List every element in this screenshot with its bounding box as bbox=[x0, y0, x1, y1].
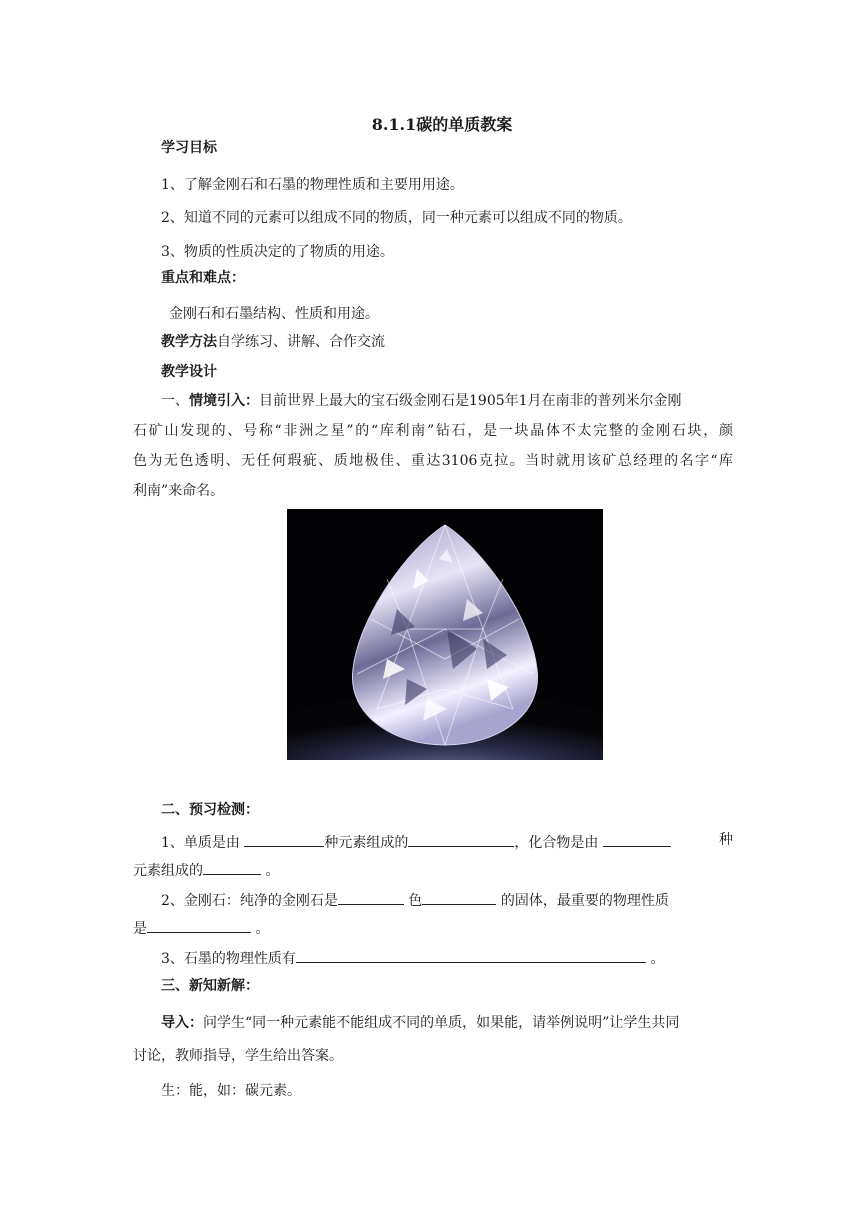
diamond-photo bbox=[287, 509, 603, 760]
design-heading: 教学设计 bbox=[161, 364, 217, 380]
preview-q3-text-2: 。 bbox=[650, 951, 665, 967]
preview-q2-blank-2[interactable] bbox=[422, 888, 496, 905]
intro-line-2: 石矿山发现的、号称“非洲之星”的“库利南”钻石，是一块晶体不太完整的金刚石块，颜 bbox=[133, 423, 733, 439]
preview-q2-blank-3[interactable] bbox=[147, 916, 251, 933]
page-title: 8.1.1碳的单质教案 bbox=[371, 115, 513, 134]
preview-q2-text-2: 色 bbox=[408, 893, 423, 909]
preview-q1-blank-3[interactable] bbox=[603, 830, 671, 847]
preview-q2-text-4: 是 bbox=[133, 921, 147, 937]
preview-heading: 二、预习检测： bbox=[161, 802, 259, 818]
teaching-method-label: 教学方法 bbox=[161, 334, 217, 350]
objectives-heading: 学习目标 bbox=[161, 140, 217, 156]
preview-q1-text-2: 种元素组成的 bbox=[324, 835, 409, 851]
preview-q2 bbox=[161, 888, 761, 911]
preview-q1-text-1: 1、单质是由 bbox=[161, 835, 240, 851]
preview-q1-blank-2[interactable] bbox=[408, 830, 514, 847]
preview-q1-text-4: 种 bbox=[719, 832, 733, 848]
preview-q1 bbox=[161, 830, 733, 853]
preview-q2-blank-1[interactable] bbox=[338, 888, 404, 905]
intro-line-1 bbox=[161, 391, 729, 411]
preview-q2-text-3: 的固体，最重要的物理性质 bbox=[500, 893, 669, 909]
lead-line-2: 讨论，教师指导，学生给出答案。 bbox=[133, 1048, 343, 1064]
intro-line-4: 利南”来命名。 bbox=[133, 483, 225, 499]
preview-q3-text-1: 3、石墨的物理性质有 bbox=[161, 951, 296, 967]
preview-q1-text-3: ，化合物是由 bbox=[514, 835, 599, 851]
key-points-text: 金刚石和石墨结构、性质和用途。 bbox=[169, 306, 379, 322]
objective-item-3: 3、物质的性质决定的了物质的用途。 bbox=[161, 244, 394, 260]
preview-q2-cont bbox=[133, 916, 733, 939]
lead-text-1: 问学生“同一种元素能不能组成不同的单质，如果能，请举例说明”让学生共同 bbox=[203, 1015, 680, 1031]
preview-q1-cont bbox=[133, 858, 733, 881]
intro-label: 情境引入： bbox=[189, 393, 259, 409]
teaching-method bbox=[161, 332, 761, 352]
intro-prefix: 一、 bbox=[161, 393, 189, 409]
objective-item-1: 1、了解金刚石和石墨的物理性质和主要用用途。 bbox=[161, 177, 464, 193]
intro-text-1: 目前世界上最大的宝石级金刚石是1905年1月在南非的普列米尔金刚 bbox=[259, 393, 682, 409]
preview-q1-blank-4[interactable] bbox=[203, 858, 261, 875]
teaching-method-text: 自学练习、讲解、合作交流 bbox=[217, 334, 385, 350]
intro-line-3: 色为无色透明、无任何瑕疵、质地极佳、重达3106克拉。当时就用该矿总经理的名字“库 bbox=[133, 453, 733, 469]
key-points-heading: 重点和难点： bbox=[161, 270, 245, 286]
preview-q3-blank-1[interactable] bbox=[296, 946, 646, 963]
preview-q1-text-6: 。 bbox=[265, 863, 280, 879]
objective-item-2: 2、知道不同的元素可以组成不同的物质，同一种元素可以组成不同的物质。 bbox=[161, 210, 632, 226]
preview-q2-text-1: 2、金刚石：纯净的金刚石是 bbox=[161, 893, 338, 909]
new-knowledge-heading: 三、新知新解： bbox=[161, 978, 259, 994]
preview-q2-text-5: 。 bbox=[255, 921, 270, 937]
preview-q3 bbox=[161, 946, 761, 969]
preview-q1-blank-1[interactable] bbox=[244, 830, 324, 847]
preview-q1-text-5: 元素组成的 bbox=[133, 863, 203, 879]
lead-label: 导入： bbox=[161, 1015, 203, 1031]
lead-line-1 bbox=[161, 1013, 733, 1033]
student-answer: 生：能，如：碳元素。 bbox=[161, 1083, 301, 1099]
